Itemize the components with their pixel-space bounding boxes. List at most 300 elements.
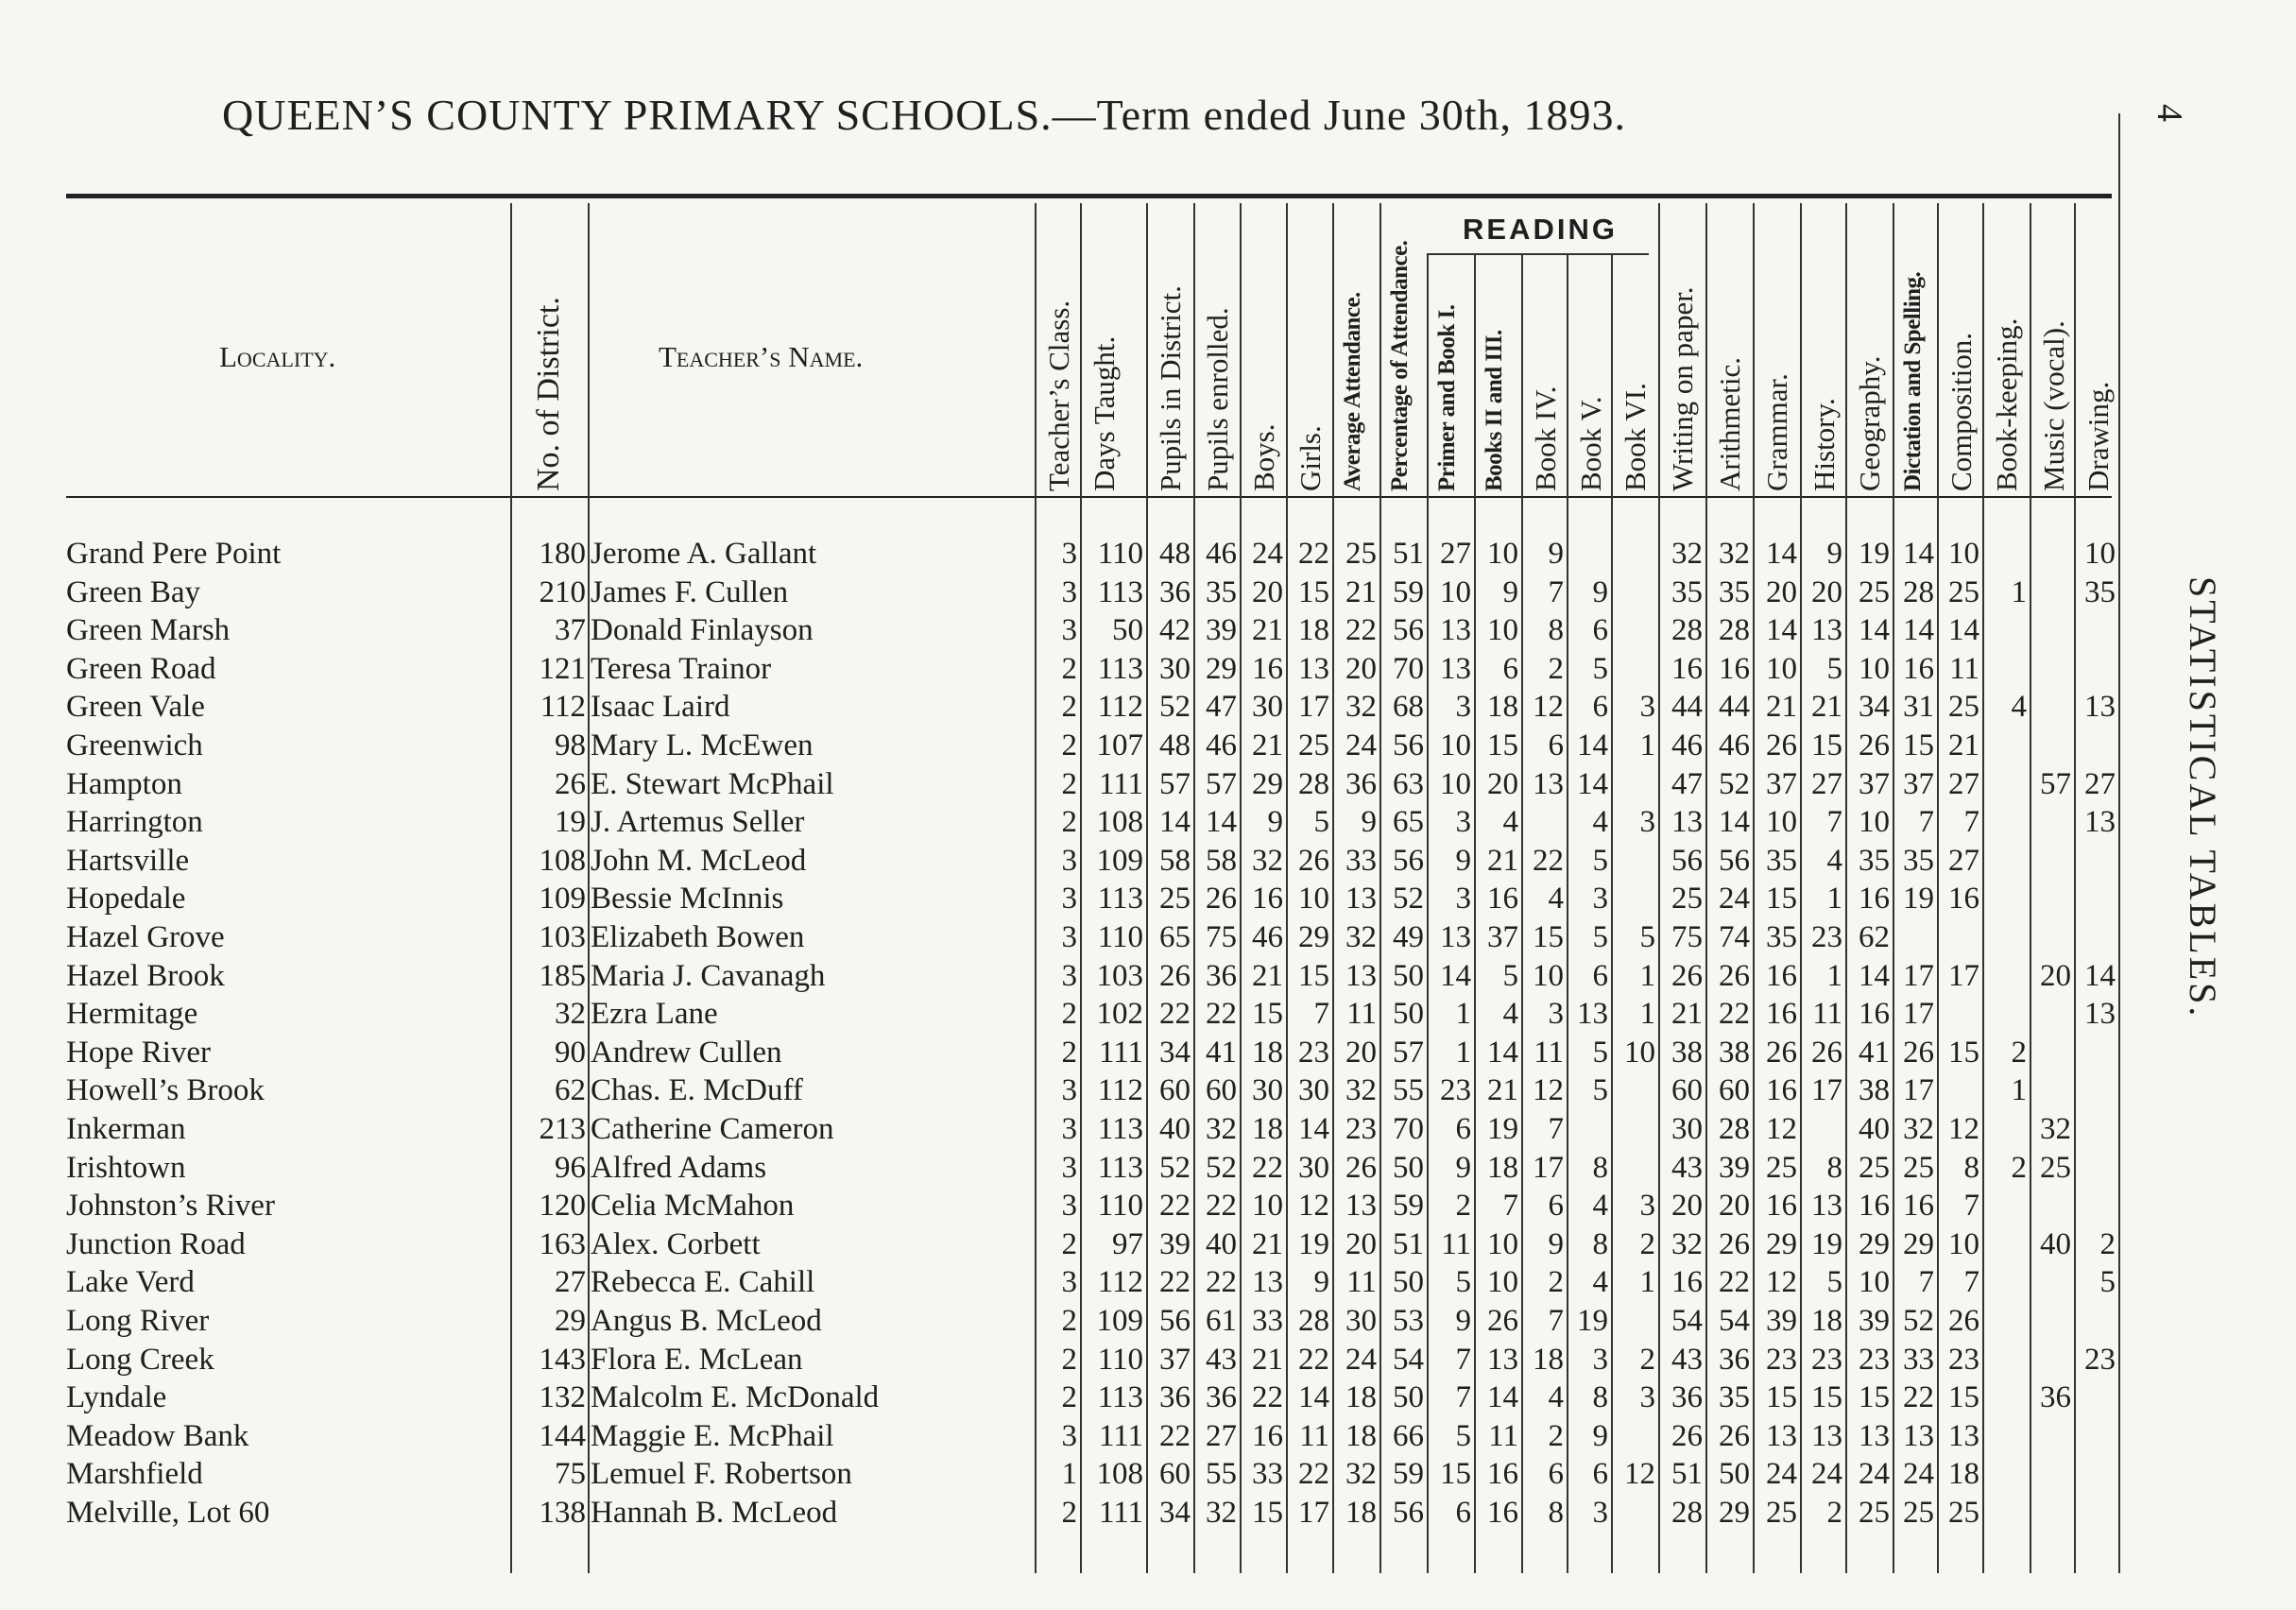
value-cell: 20 [1811,574,1842,609]
value-cell: 66 [1393,1418,1424,1453]
value-cell: 34 [1159,1035,1191,1070]
value-cell: 11 [1346,997,1377,1032]
value-cell: 3 [1455,690,1471,725]
value-cell: 35 [1766,920,1797,954]
value-cell: 7 [1918,805,1934,840]
district-cell: 98 [555,728,586,762]
locality-cell: Johnston’s River [66,1189,275,1224]
value-cell: 20 [1252,574,1283,609]
value-cell: 40 [2040,1226,2071,1261]
value-cell: 6 [1592,958,1608,993]
value-cell: 22 [1345,613,1377,648]
value-cell: 13 [2084,997,2116,1032]
column-header: Dictation and Spelling. [1900,271,1926,491]
value-cell: 9 [1502,574,1518,609]
district-cell: 213 [539,1112,586,1146]
value-cell: 1 [2011,1073,2027,1108]
value-cell: 3 [1592,1342,1608,1377]
table-row [0,1304,2173,1342]
value-cell: 13 [1345,882,1377,916]
value-cell: 27 [1948,843,1979,878]
value-cell: 13 [2084,690,2116,725]
value-cell: 30 [1159,651,1191,686]
value-cell: 3 [1061,574,1077,609]
value-cell: 7 [1455,1380,1471,1415]
value-cell: 6 [1455,1496,1471,1530]
value-cell: 5 [1826,1265,1842,1300]
value-cell: 39 [1766,1304,1797,1338]
value-cell: 13 [1948,1418,1979,1453]
value-cell: 21 [1948,728,1979,762]
value-cell: 5 [1502,958,1518,993]
value-cell: 13 [2084,805,2116,840]
value-cell: 22 [1719,1265,1750,1300]
table-row [0,1227,2173,1265]
value-cell: 55 [1206,1457,1237,1492]
value-cell: 26 [1719,958,1750,993]
value-cell: 13 [1252,1265,1283,1300]
value-cell: 22 [1252,1150,1283,1185]
value-cell: 20 [1487,766,1518,801]
value-cell: 21 [1487,1073,1518,1108]
value-cell: 28 [1719,613,1750,648]
column-header: Days Taught. [1088,335,1121,491]
value-cell: 2 [1061,1035,1077,1070]
value-cell: 33 [1903,1342,1934,1377]
value-cell: 26 [1948,1304,1979,1338]
table-row [0,882,2173,919]
column-header: Teacher’s Class. [1042,300,1075,491]
value-cell: 56 [1393,843,1424,878]
value-cell: 4 [1592,805,1608,840]
table-row [0,920,2173,958]
value-cell: 14 [1903,537,1934,571]
value-cell: 12 [1298,1189,1329,1224]
value-cell: 113 [1097,1150,1143,1185]
value-cell: 39 [1719,1150,1750,1185]
value-cell: 50 [1393,1150,1424,1185]
value-cell: 1 [1639,997,1655,1032]
locality-cell: Harrington [66,805,203,840]
district-cell: 108 [539,843,586,878]
value-cell: 24 [1719,882,1750,916]
column-header: Book VI. [1619,383,1652,491]
value-cell: 19 [1487,1112,1518,1146]
value-cell: 12 [1533,690,1564,725]
value-cell: 30 [1671,1112,1703,1146]
teacher-cell: Donald Finlayson [591,613,814,648]
value-cell: 33 [1345,843,1377,878]
value-cell: 24 [1252,537,1283,571]
value-cell: 58 [1206,843,1237,878]
value-cell: 22 [1159,1265,1191,1300]
value-cell: 26 [1903,1035,1934,1070]
value-cell: 26 [1671,958,1703,993]
value-cell: 3 [1061,958,1077,993]
value-cell: 8 [1592,1150,1608,1185]
column-header: Grammar. [1760,373,1793,491]
value-cell: 14 [1487,1035,1518,1070]
value-cell: 2 [1061,690,1077,725]
value-cell: 24 [1345,1342,1377,1377]
value-cell: 16 [1487,1496,1518,1530]
value-cell: 10 [1487,537,1518,571]
value-cell: 4 [1592,1189,1608,1224]
value-cell: 43 [1671,1150,1703,1185]
value-cell: 10 [1766,651,1797,686]
value-cell: 14 [1719,805,1750,840]
value-cell: 13 [1345,1189,1377,1224]
value-cell: 15 [1298,574,1329,609]
teacher-cell: Lemuel F. Robertson [591,1457,852,1492]
value-cell: 48 [1159,537,1191,571]
value-cell: 51 [1671,1457,1703,1492]
value-cell: 16 [1859,997,1890,1032]
value-cell: 34 [1859,690,1890,725]
value-cell: 6 [1592,690,1608,725]
value-cell: 113 [1097,1112,1143,1146]
value-cell: 53 [1393,1304,1424,1338]
value-cell: 65 [1159,920,1191,954]
locality-cell: Long Creek [66,1342,214,1377]
table-row [0,1189,2173,1226]
value-cell: 15 [1948,1035,1979,1070]
value-cell: 21 [1252,958,1283,993]
reading-group-header: READING [1463,213,1618,246]
value-cell: 11 [1299,1418,1329,1453]
value-cell: 2 [1061,1226,1077,1261]
value-cell: 24 [1811,1457,1842,1492]
value-cell: 25 [1948,574,1979,609]
value-cell: 28 [1298,766,1329,801]
value-cell: 2 [1061,728,1077,762]
value-cell: 16 [1766,1189,1797,1224]
value-cell: 24 [1766,1457,1797,1492]
value-cell: 56 [1393,613,1424,648]
value-cell: 3 [1061,1265,1077,1300]
value-cell: 108 [1096,805,1143,840]
value-cell: 112 [1097,1265,1143,1300]
value-cell: 7 [1963,805,1979,840]
value-cell: 9 [1548,1226,1564,1261]
value-cell: 6 [1502,651,1518,686]
value-cell: 13 [1859,1418,1890,1453]
value-cell: 3 [1061,920,1077,954]
value-cell: 32 [1206,1496,1237,1530]
value-cell: 32 [1903,1112,1934,1146]
value-cell: 29 [1252,766,1283,801]
column-header: Drawing. [2082,381,2115,491]
value-cell: 9 [1548,537,1564,571]
value-cell: 17 [1903,958,1934,993]
value-cell: 39 [1859,1304,1890,1338]
value-cell: 10 [1533,958,1564,993]
value-cell: 50 [1393,1265,1424,1300]
value-cell: 42 [1159,613,1191,648]
value-cell: 56 [1159,1304,1191,1338]
teacher-cell: Maria J. Cavanagh [591,958,826,993]
value-cell: 16 [1903,651,1934,686]
value-cell: 3 [1061,1150,1077,1185]
value-cell: 17 [1811,1073,1842,1108]
value-cell: 25 [1345,537,1377,571]
value-cell: 22 [1533,843,1564,878]
value-cell: 17 [1903,997,1934,1032]
value-cell: 2 [1061,805,1077,840]
value-cell: 2 [1061,1496,1077,1530]
value-cell: 9 [1455,1304,1471,1338]
district-cell: 19 [555,805,586,840]
value-cell: 52 [1159,690,1191,725]
value-cell: 22 [1159,997,1191,1032]
value-cell: 60 [1159,1457,1191,1492]
district-cell: 75 [555,1457,586,1492]
value-cell: 11 [1534,1035,1564,1070]
value-cell: 60 [1719,1073,1750,1108]
value-cell: 27 [2084,766,2116,801]
value-cell: 9 [1313,1265,1329,1300]
value-cell: 27 [1440,537,1471,571]
value-cell: 37 [1766,766,1797,801]
locality-cell: Hazel Grove [66,920,225,954]
value-cell: 11 [1812,997,1842,1032]
value-cell: 36 [1206,1380,1237,1415]
value-cell: 21 [1252,728,1283,762]
value-cell: 9 [1455,1150,1471,1185]
value-cell: 10 [1948,1226,1979,1261]
value-cell: 35 [2084,574,2116,609]
value-cell: 5 [2099,1265,2116,1300]
value-cell: 21 [1766,690,1797,725]
value-cell: 110 [1097,1189,1143,1224]
value-cell: 5 [1455,1418,1471,1453]
value-cell: 50 [1112,613,1143,648]
value-cell: 22 [1159,1418,1191,1453]
value-cell: 29 [1859,1226,1890,1261]
value-cell: 20 [1719,1189,1750,1224]
value-cell: 7 [1313,997,1329,1032]
value-cell: 21 [1345,574,1377,609]
column-header: Books II and III. [1482,330,1507,491]
value-cell: 23 [1440,1073,1471,1108]
value-cell: 57 [2040,766,2071,801]
value-cell: 6 [1548,1457,1564,1492]
value-cell: 37 [1487,920,1518,954]
value-cell: 11 [1488,1418,1518,1453]
locality-cell: Green Marsh [66,613,231,648]
locality-cell: Hazel Brook [66,958,225,993]
column-header: Geography. [1853,355,1886,491]
value-cell: 39 [1159,1226,1191,1261]
value-cell: 3 [1061,1073,1077,1108]
value-cell: 17 [1298,690,1329,725]
value-cell: 16 [1252,1418,1283,1453]
value-cell: 14 [1206,805,1237,840]
value-cell: 50 [1393,958,1424,993]
value-cell: 46 [1671,728,1703,762]
value-cell: 58 [1159,843,1191,878]
value-cell: 10 [1859,805,1890,840]
value-cell: 36 [2040,1380,2071,1415]
value-cell: 35 [1903,843,1934,878]
value-cell: 47 [1206,690,1237,725]
teacher-cell: Ezra Lane [591,997,718,1032]
value-cell: 10 [2084,537,2116,571]
value-cell: 14 [1766,537,1797,571]
value-cell: 40 [1159,1112,1191,1146]
value-cell: 111 [1098,766,1143,801]
value-cell: 6 [1455,1112,1471,1146]
value-cell: 13 [1533,766,1564,801]
table-row [0,805,2173,843]
value-cell: 10 [1859,1265,1890,1300]
value-cell: 7 [1455,1342,1471,1377]
value-cell: 10 [1487,613,1518,648]
district-cell: 103 [539,920,586,954]
value-cell: 36 [1671,1380,1703,1415]
column-header: Average Attendance. [1340,292,1365,491]
value-cell: 13 [1577,997,1608,1032]
table-row [0,959,2173,997]
value-cell: 27 [1811,766,1842,801]
value-cell: 51 [1393,1226,1424,1261]
table-row [0,1265,2173,1303]
locality-cell: Long River [66,1304,210,1338]
locality-cell: Junction Road [66,1226,246,1261]
value-cell: 30 [1252,1073,1283,1108]
table-row [0,690,2173,728]
locality-cell: Marshfield [66,1457,203,1492]
value-cell: 21 [1487,843,1518,878]
value-cell: 3 [1639,805,1655,840]
value-cell: 2 [1061,1380,1077,1415]
value-cell: 5 [1592,1073,1608,1108]
value-cell: 26 [1811,1035,1842,1070]
value-cell: 3 [1639,1380,1655,1415]
table-row [0,613,2173,651]
value-cell: 24 [1903,1457,1934,1492]
value-cell: 22 [1206,1265,1237,1300]
value-cell: 2 [1061,1304,1077,1338]
teacher-header: Teacher’s Name. [659,340,864,373]
value-cell: 18 [1345,1496,1377,1530]
value-cell: 14 [2084,958,2116,993]
teacher-cell: Isaac Laird [591,690,730,725]
value-cell: 14 [1298,1380,1329,1415]
value-cell: 12 [1948,1112,1979,1146]
value-cell: 18 [1345,1380,1377,1415]
value-cell: 32 [1345,920,1377,954]
value-cell: 10 [1624,1035,1655,1070]
value-cell: 19 [1577,1304,1608,1338]
value-cell: 28 [1719,1112,1750,1146]
value-cell: 5 [1592,920,1608,954]
value-cell: 22 [1206,1189,1237,1224]
locality-cell: Green Bay [66,574,201,609]
value-cell: 7 [1548,1112,1564,1146]
value-cell: 16 [1766,958,1797,993]
value-cell: 16 [1766,1073,1797,1108]
value-cell: 18 [1298,613,1329,648]
value-cell: 38 [1859,1073,1890,1108]
value-cell: 57 [1159,766,1191,801]
value-cell: 6 [1592,1457,1608,1492]
value-cell: 28 [1671,613,1703,648]
value-cell: 13 [1298,651,1329,686]
table-row [0,997,2173,1035]
value-cell: 44 [1719,690,1750,725]
table-row [0,844,2173,882]
value-cell: 2 [1826,1496,1842,1530]
value-cell: 23 [1298,1035,1329,1070]
value-cell: 3 [1639,690,1655,725]
value-cell: 17 [1533,1150,1564,1185]
value-cell: 46 [1719,728,1750,762]
table-row [0,652,2173,690]
value-cell: 68 [1393,690,1424,725]
value-cell: 43 [1671,1342,1703,1377]
teacher-cell: Mary L. McEwen [591,728,814,762]
value-cell: 59 [1393,1457,1424,1492]
value-cell: 2 [1548,651,1564,686]
page-title: QUEEN’S COUNTY PRIMARY SCHOOLS.—Term ended June 30th, 1893. [222,91,1627,139]
value-cell: 59 [1393,1189,1424,1224]
value-cell: 13 [1345,958,1377,993]
teacher-cell: James F. Cullen [591,574,789,609]
value-cell: 14 [1487,1380,1518,1415]
value-cell: 24 [1345,728,1377,762]
teacher-cell: Celia McMahon [591,1189,795,1224]
value-cell: 52 [1719,766,1750,801]
value-cell: 52 [1903,1304,1934,1338]
value-cell: 32 [2040,1112,2071,1146]
value-cell: 21 [1671,997,1703,1032]
value-cell: 26 [1671,1418,1703,1453]
value-cell: 23 [1811,920,1842,954]
value-cell: 43 [1206,1342,1237,1377]
value-cell: 15 [1811,728,1842,762]
locality-cell: Hartsville [66,843,190,878]
value-cell: 30 [1298,1150,1329,1185]
value-cell: 112 [1097,1073,1143,1108]
district-cell: 143 [539,1342,586,1377]
value-cell: 15 [1766,882,1797,916]
value-cell: 60 [1671,1073,1703,1108]
column-header: Pupils enrolled. [1201,307,1234,491]
district-cell: 180 [539,537,586,571]
teacher-cell: Elizabeth Bowen [591,920,805,954]
column-header: History. [1808,398,1841,491]
column-header: Boys. [1247,423,1280,491]
value-cell: 7 [1963,1265,1979,1300]
value-cell: 35 [1206,574,1237,609]
value-cell: 15 [1487,728,1518,762]
value-cell: 23 [1859,1342,1890,1377]
value-cell: 32 [1671,1226,1703,1261]
value-cell: 41 [1206,1035,1237,1070]
teacher-cell: Teresa Trainor [591,651,772,686]
value-cell: 50 [1393,997,1424,1032]
table-row [0,1112,2173,1150]
value-cell: 75 [1671,920,1703,954]
value-cell: 5 [1313,805,1329,840]
value-cell: 16 [1719,651,1750,686]
locality-cell: Hopedale [66,882,186,916]
value-cell: 19 [1903,882,1934,916]
value-cell: 9 [1361,805,1377,840]
value-cell: 4 [1826,843,1842,878]
table-row [0,1151,2173,1189]
